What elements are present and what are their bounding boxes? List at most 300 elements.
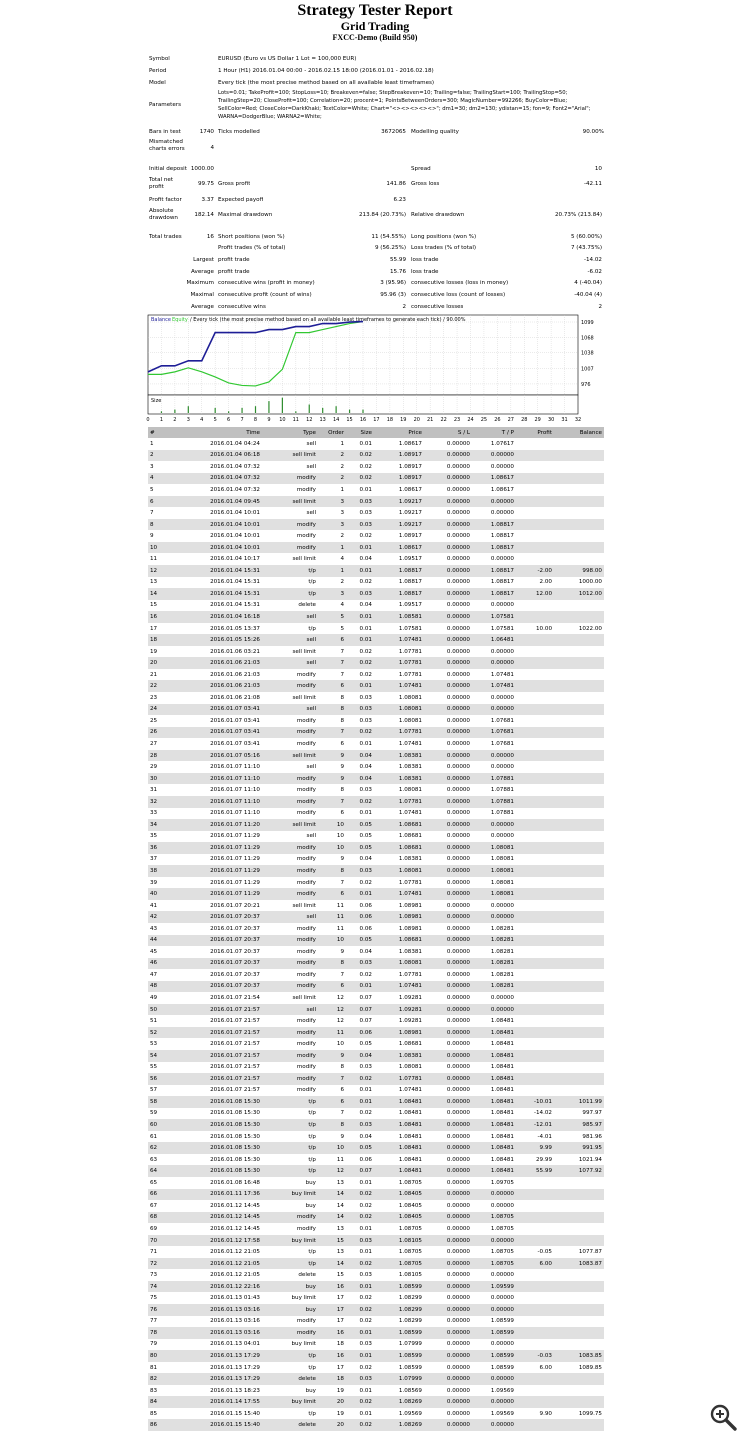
table-cell [554,519,604,531]
table-cell: 1.08405 [398,1202,422,1209]
label: consecutive wins (profit in money) [218,280,315,286]
table-cell [554,1038,604,1050]
table-cell [516,900,554,912]
table-cell: 0.00000 [424,1304,472,1316]
table-cell [516,634,554,646]
table-cell: 0.00000 [446,1272,470,1279]
table-cell: 2016.01.04 10:01 [170,542,262,554]
table-cell [554,1419,604,1431]
table-cell: 29.99 [535,1156,552,1163]
table-cell [554,750,604,762]
table-cell: 81 [150,1364,158,1371]
table-cell [516,715,554,727]
table-row [148,542,604,554]
table-cell: 1.08981 [398,902,422,909]
table-cell: 2016.01.13 03:16 [170,1327,262,1339]
table-cell: 1.08599 [490,1364,514,1371]
table-cell: modify [296,486,316,493]
table-header-row [148,427,604,438]
table-row [148,704,604,716]
table-cell [516,704,554,716]
table-cell: 2016.01.04 10:01 [210,533,260,540]
table-cell: 1.09569 [490,1410,514,1417]
table-cell: sell [306,764,316,771]
table-cell: 77 [150,1318,158,1325]
table-row [148,1316,604,1328]
table-cell: 13 [150,579,158,586]
table-cell: 2016.01.07 11:29 [170,888,262,900]
table-cell: 74 [148,1281,170,1293]
table-cell: modify [262,796,318,808]
table-row [148,1108,604,1120]
table-cell: 2016.01.13 03:16 [170,1304,262,1316]
table-cell: 1.08299 [398,1318,422,1325]
table-row [148,473,604,485]
table-cell: 0.00000 [424,1327,472,1339]
table-cell: 0.00000 [424,496,472,508]
label: Average [191,304,214,310]
table-row [148,900,604,912]
table-cell [554,784,604,796]
table-cell [554,450,604,462]
table-cell [554,634,604,646]
table-cell: 4 [340,602,344,609]
table-cell: 9 [150,533,154,540]
table-cell: 0.02 [359,671,372,678]
table-cell: 1.08981 [374,1027,424,1039]
x-tick-label: 6 [227,417,231,423]
table-cell: 7 [318,727,346,739]
table-cell [554,646,604,658]
table-cell: delete [262,1419,318,1431]
table-cell: 10 [318,1142,346,1154]
table-cell: 1.08281 [472,981,516,993]
table-cell: 1012.00 [554,588,604,600]
table-row [148,727,604,739]
y-tick-label: 1007 [581,366,594,373]
x-tick-label: 29 [534,417,541,423]
table-cell [516,1396,554,1408]
table-cell: 8 [340,694,344,701]
table-cell [516,669,554,681]
table-cell [516,1269,554,1281]
label: consecutive wins [218,304,266,310]
label: Total trades [149,234,182,240]
table-cell: 0.01 [346,1327,374,1339]
table-cell: 12 [318,1165,346,1177]
table-cell [554,808,604,820]
table-cell: 63 [150,1156,158,1163]
value: 5 (60.00%) [570,234,602,240]
table-cell: 6 [318,981,346,993]
table-cell: 1077.87 [578,1249,602,1256]
table-cell [516,611,554,623]
table-cell: 2016.01.06 03:21 [210,648,260,655]
table-cell: 1.08481 [374,1165,424,1177]
table-cell [554,1292,604,1304]
table-cell [554,553,604,565]
table-cell: 1.08081 [374,704,424,716]
table-cell: sell [262,657,318,669]
value: 4 (-40.04) [574,280,602,286]
table-cell: 1.08481 [374,1142,424,1154]
table-cell: 0.00000 [446,648,470,655]
table-cell [516,1177,554,1189]
table-cell: 49 [150,995,158,1002]
table-cell: 0.02 [346,1304,374,1316]
table-cell: 31 [150,787,158,794]
table-cell: 0.03 [346,958,374,970]
table-cell: 0.01 [359,1087,372,1094]
table-cell: 1.08481 [374,1096,424,1108]
table-cell: 1.08481 [490,1041,514,1048]
table-cell: 0.00000 [446,602,470,609]
table-cell: 2016.01.04 07:32 [210,463,260,470]
table-row [148,657,604,669]
table-cell: 1.07881 [472,796,516,808]
table-cell: 2016.01.04 10:01 [210,510,260,517]
table-cell [516,530,554,542]
table-cell: 0.05 [346,842,374,854]
table-cell: 0.01 [346,565,374,577]
table-cell: 0.00000 [490,1295,514,1302]
table-cell: 0.02 [346,473,374,485]
table-cell: 0.00000 [490,648,514,655]
table-cell: 0.01 [359,1249,372,1256]
table-cell: 46 [148,958,170,970]
table-row [148,646,604,658]
table-cell: 8 [318,704,346,716]
table-cell: 0.00000 [446,995,470,1002]
x-tick-label: 12 [306,417,313,423]
table-cell [516,911,554,923]
column-header: Price [374,427,424,438]
value: 1000.00 [190,166,214,172]
table-cell: 5 [318,611,346,623]
table-cell: t/p [262,1096,318,1108]
table-cell [516,796,554,808]
label: Parameters [149,102,182,108]
table-row [148,461,604,473]
table-cell: modify [262,1073,318,1085]
table-cell: 0.01 [359,1387,372,1394]
table-cell: modify [262,1327,318,1339]
table-cell: 0.03 [359,1341,372,1348]
table-cell [516,1200,554,1212]
table-cell: 10 [318,935,346,947]
table-cell: 67 [150,1202,158,1209]
table-cell: 11 [336,925,344,932]
table-cell: buy [305,1387,316,1394]
table-cell [554,1004,604,1016]
label: consecutive profit (count of wins) [218,292,312,298]
table-row [148,600,604,612]
label: Mismatched charts errors [149,139,185,152]
table-cell: 0.04 [359,948,372,955]
table-cell: 40 [148,888,170,900]
table-row [148,565,604,577]
label: Ticks modelled [218,129,260,135]
table-cell: 14 [148,588,170,600]
table-row [148,935,604,947]
table-cell: 7 [340,1110,344,1117]
table-cell: 0.00000 [472,750,516,762]
table-cell: 1.08481 [398,1133,422,1140]
table-cell: 0.00000 [446,740,470,747]
table-cell: 69 [150,1225,158,1232]
table-cell: 0.01 [359,486,372,493]
table-cell: 5 [150,486,154,493]
table-cell: 0.01 [359,1410,372,1417]
table-cell: 2016.01.13 18:23 [210,1387,260,1394]
table-cell: 1.08917 [374,450,424,462]
table-cell: 2016.01.07 20:37 [170,935,262,947]
label: Largest [193,257,214,263]
table-cell: 0.02 [359,1202,372,1209]
table-row [148,1131,604,1143]
table-cell: 1 [150,440,154,447]
table-cell: 0.06 [359,1156,372,1163]
table-cell: 2016.01.08 15:30 [210,1110,260,1117]
table-row [148,634,604,646]
table-cell [516,784,554,796]
x-tick-label: 28 [521,417,528,423]
table-cell: 1.07581 [490,625,514,632]
size-bar [295,411,296,413]
table-cell: 1077.92 [554,1165,604,1177]
value: Every tick (the most precise method based on all available least timeframes) [218,80,435,86]
table-cell: 0.00000 [424,911,472,923]
table-cell: 1.08281 [472,935,516,947]
label: Long positions (won %) [411,234,477,240]
table-cell: 0.02 [359,1318,372,1325]
table-cell: 0.01 [346,888,374,900]
table-cell: 9 [318,773,346,785]
table-cell [554,1385,604,1397]
table-cell: 1.08481 [398,1156,422,1163]
table-row [148,854,604,866]
table-cell: 26 [148,727,170,739]
table-cell: 1.07781 [398,879,422,886]
table-cell: 2016.01.08 15:30 [170,1165,262,1177]
table-cell: 1.08105 [398,1272,422,1279]
table-cell: 1.08705 [472,1258,516,1270]
table-cell: 0.00000 [446,948,470,955]
table-row [148,958,604,970]
table-cell: 6 [340,1087,344,1094]
table-cell: 2016.01.07 03:41 [210,740,260,747]
table-row [148,519,604,531]
table-cell [516,1027,554,1039]
table-cell: 1099.75 [578,1410,602,1417]
table-cell: 1.08481 [490,1064,514,1071]
table-cell: 0.00000 [446,486,470,493]
value: 3 (95.96) [380,280,406,286]
table-row [148,796,604,808]
table-cell [516,1292,554,1304]
table-cell [516,808,554,820]
table-cell: 6.00 [516,1258,554,1270]
table-cell: 0.00000 [490,764,514,771]
x-tick-label: 23 [453,417,461,423]
table-cell [516,877,554,889]
table-cell [554,542,604,554]
table-cell: 1.08817 [398,579,422,586]
table-cell [516,450,554,462]
table-cell [516,1073,554,1085]
table-cell: 27 [150,740,158,747]
table-row [148,507,604,519]
x-tick-label: 10 [279,417,286,423]
table-cell: 1.08617 [472,473,516,485]
table-cell [554,484,604,496]
table-cell: 0.03 [346,865,374,877]
table-cell: 17 [336,1364,344,1371]
table-row [148,1038,604,1050]
table-cell: 1.08081 [490,856,514,863]
label: Profit factor [149,197,182,203]
label: Model [149,80,166,86]
x-tick-label: 24 [467,417,474,423]
table-cell: 1.07481 [374,680,424,692]
table-cell: 2016.01.07 20:37 [210,971,260,978]
y-tick-label: 1099 [581,320,594,327]
table-cell: 0.00000 [446,533,470,540]
table-cell: 32 [148,796,170,808]
table-cell: 0.02 [359,1110,372,1117]
table-cell: 9.99 [516,1142,554,1154]
table-cell: 2016.01.07 20:37 [210,948,260,955]
table-cell: 1.08281 [490,948,514,955]
table-cell: 1.08481 [472,1050,516,1062]
table-cell: 14 [318,1189,346,1201]
table-cell: 0.03 [359,787,372,794]
table-cell: 1.08617 [398,486,422,493]
table-cell: sell limit [262,750,318,762]
table-cell: sell limit [292,694,316,701]
table-cell [554,1062,604,1074]
table-cell: 0.07 [359,1018,372,1025]
x-tick-label: 2 [173,417,177,423]
table-cell: 2016.01.07 21:57 [170,1073,262,1085]
size-bar [309,405,310,414]
label: profit trade [218,269,250,275]
y-tick-label: 1068 [581,335,594,342]
table-cell: 15 [150,602,158,609]
table-cell: 2016.01.07 11:29 [170,842,262,854]
table-cell: 0.00000 [472,1004,516,1016]
table-cell: buy limit [291,1295,316,1302]
table-cell [554,1200,604,1212]
table-cell: t/p [308,1110,316,1117]
table-cell: 12 [148,565,170,577]
table-row [148,1027,604,1039]
table-row [148,1004,604,1016]
table-cell: sell [262,1004,318,1016]
table-row [148,1050,604,1062]
table-cell: sell limit [292,556,316,563]
x-tick-label: 32 [574,417,582,423]
table-cell: 0.00000 [424,1419,472,1431]
x-axis-ticks [146,417,581,423]
value: 6.23 [393,197,406,203]
table-cell [554,865,604,877]
table-cell [554,1073,604,1085]
table-cell: 17 [336,1318,344,1325]
table-cell [516,680,554,692]
table-cell [516,1316,554,1328]
table-cell: 2 [340,533,344,540]
table-cell: 2016.01.07 21:57 [210,1087,260,1094]
table-cell: modify [296,717,316,724]
table-cell [554,657,604,669]
table-cell: 1.08299 [374,1304,424,1316]
table-cell: buy [305,1179,316,1186]
table-cell: 1 [340,440,344,447]
table-cell: 1.08569 [398,1387,422,1394]
table-cell [554,911,604,923]
table-cell: 23 [150,694,158,701]
table-cell: 2016.01.13 01:43 [210,1295,260,1302]
table-cell: modify [296,971,316,978]
size-bar [336,406,337,413]
table-cell: 2016.01.04 07:32 [210,486,260,493]
label: consecutive losses (loss in money) [411,280,509,286]
table-cell: 1.09281 [398,995,422,1002]
table-cell: 2016.01.07 21:54 [210,995,260,1002]
table-cell [554,888,604,900]
table-cell: sell [306,440,316,447]
table-cell: sell limit [262,819,318,831]
table-cell: 0.00000 [490,556,514,563]
table-cell [516,935,554,947]
table-cell: 1.08681 [398,1041,422,1048]
x-tick-label: 5 [213,417,217,423]
table-cell: 2016.01.07 11:29 [210,879,260,886]
table-cell: modify [296,879,316,886]
x-tick-label: 16 [359,417,367,423]
table-cell: modify [296,671,316,678]
zoom-in-icon[interactable] [708,1402,738,1432]
table-cell [554,1396,604,1408]
table-cell [554,1027,604,1039]
table-cell: 0.02 [359,648,372,655]
table-cell: 1.08599 [472,1350,516,1362]
table-cell: delete [262,1373,318,1385]
trades-table [148,427,604,1431]
table-cell [516,461,554,473]
table-row [148,669,604,681]
table-cell: 54 [148,1050,170,1062]
table-cell: 2016.01.07 21:57 [210,1018,260,1025]
table-cell: 62 [148,1142,170,1154]
table-cell: 0.01 [359,1179,372,1186]
table-cell: 1.08269 [374,1419,424,1431]
table-cell: 2016.01.04 10:01 [170,519,262,531]
table-cell: 0.00000 [424,750,472,762]
table-cell: 2016.01.08 15:30 [210,1156,260,1163]
column-header: T / P [472,427,516,438]
table-cell: 13 [336,1225,344,1232]
table-cell: sell limit [292,902,316,909]
table-cell: 0.03 [359,1272,372,1279]
table-cell: 1.09705 [490,1179,514,1186]
report-subtitle: Grid Trading [340,19,410,33]
table-cell: 0.00000 [446,556,470,563]
table-cell: 0.04 [346,773,374,785]
column-header: S / L [424,427,472,438]
table-cell: 20 [318,1396,346,1408]
